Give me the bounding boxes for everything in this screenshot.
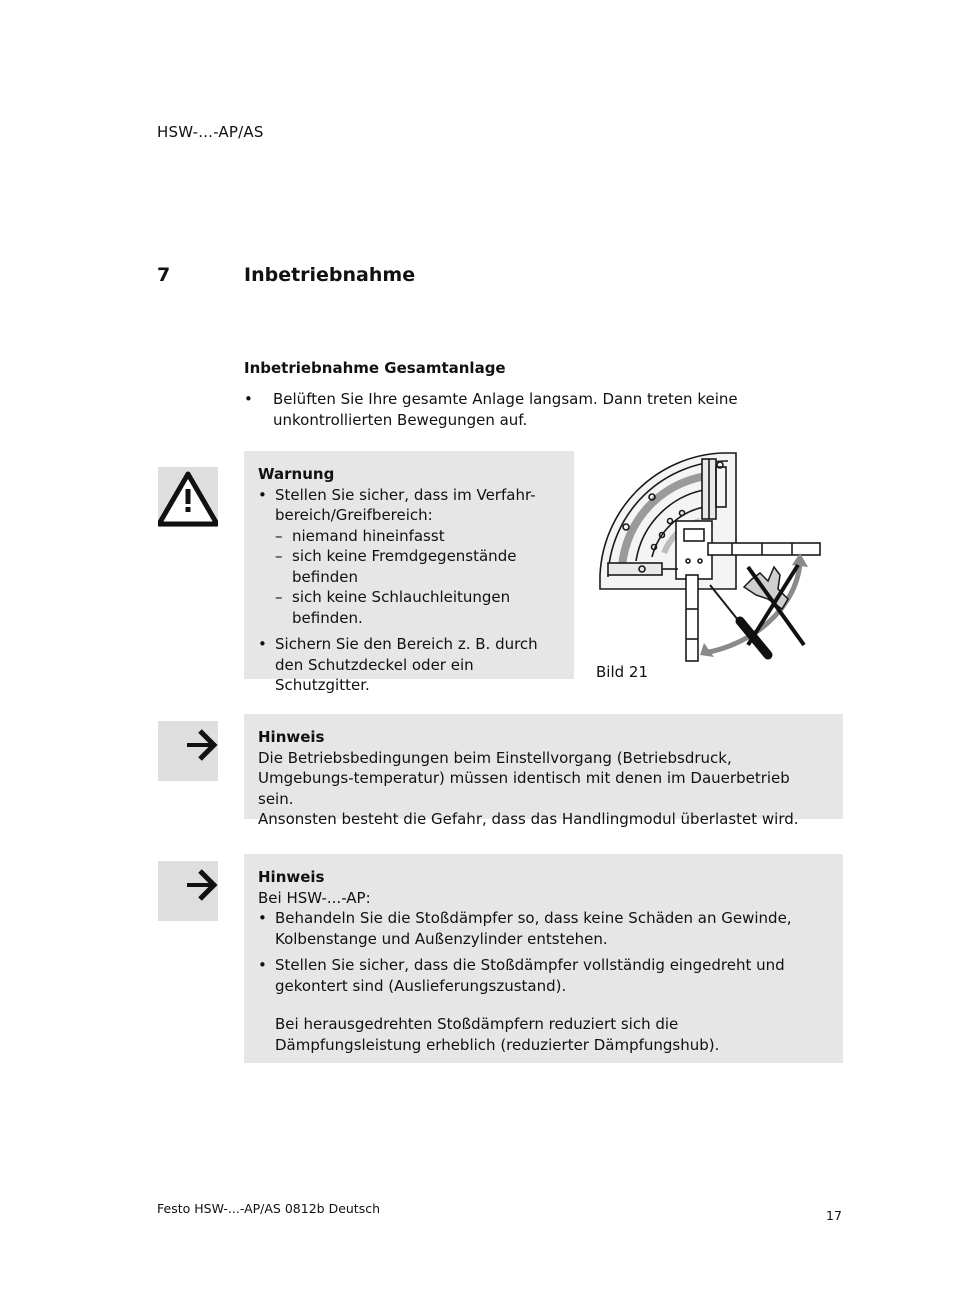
section-title: Inbetriebnahme Gesamtanlage (244, 359, 506, 377)
warning-item-1-line2: bereich/Greifbereich: (275, 506, 433, 524)
warning-subitem-3 (258, 587, 560, 628)
page-number: 17 (826, 1208, 842, 1223)
warning-subitem-3-text: sich keine Schlauchleitungen befinden. (292, 588, 511, 627)
document-header: HSW-...-AP/AS (157, 123, 264, 141)
note1-paragraph-2: Ansonsten besteht die Gefahr, dass das Handlingmodul überlastet wird. (258, 810, 799, 828)
note2-heading: Hinweis (258, 868, 325, 886)
arrow-right-icon (158, 721, 218, 781)
warning-list (258, 485, 560, 696)
warning-item-1 (258, 485, 560, 526)
dash-symbol: – (275, 526, 283, 545)
note1-heading: Hinweis (258, 728, 325, 746)
warning-icon-box (158, 467, 218, 527)
warning-item-2-text: Sichern Sie den Bereich z. B. durch den Schutzdeckel oder ein Schutzgitter. (275, 635, 538, 694)
bullet-symbol: • (258, 956, 267, 974)
warning-triangle-icon (158, 467, 218, 527)
dash-symbol: – (275, 547, 283, 565)
bullet-symbol: • (258, 635, 267, 653)
bullet-symbol: • (258, 485, 267, 504)
warning-box (244, 451, 574, 694)
note1-icon-box (158, 721, 218, 781)
note2-item-2 (258, 955, 829, 1055)
note1-paragraph-1: Die Betriebsbedingungen beim Einstellvorgang (Betriebsdruck, Umgebungs-temperatur) müssen identisch mit denen im Dauerbetrieb sein. (258, 748, 790, 808)
arrow-right-icon (158, 861, 218, 921)
chapter-title: Inbetriebnahme (244, 264, 416, 286)
footer-document-info: Festo HSW-...-AP/AS 0812b Deutsch (157, 1201, 381, 1216)
dash-symbol: – (275, 588, 283, 606)
note2-item-2-extra: Bei herausgedrehten Stoßdämpfern reduziert sich die Dämpfungsleistung erheblich (reduzierter Dämpfungshub). (275, 1015, 720, 1054)
handling-module-figure (592, 449, 826, 665)
chapter-number: 7 (157, 264, 171, 286)
warning-item-1-line1: Stellen Sie sicher, dass im Verfahr- (275, 485, 536, 504)
note2-item-2-text: Stellen Sie sicher, dass die Stoßdämpfer vollständig eingedreht und gekontert sind (Auslieferungszustand). (275, 956, 785, 995)
section-bullet-text: Belüften Sie Ihre gesamte Anlage langsam. Dann treten keine unkontrollierten Bewegungen auf. (273, 390, 738, 429)
note2-list (258, 908, 829, 1055)
warning-subitem-2 (258, 546, 560, 587)
warning-subitem-1-text: niemand hineinfasst (292, 526, 445, 545)
warning-subitem-2-text: sich keine Fremdgegenstände befinden (292, 547, 517, 586)
warning-subitem-1 (258, 526, 560, 547)
note2-box (244, 854, 843, 1063)
note2-item-1 (258, 908, 829, 949)
note2-intro: Bei HSW-...-AP: (258, 888, 371, 907)
bullet-symbol: • (244, 390, 253, 408)
warning-heading: Warnung (258, 465, 335, 483)
note2-item-1-text: Behandeln Sie die Stoßdämpfer so, dass keine Schäden an Gewinde, Kolbenstange und Außenzylinder entstehen. (275, 909, 792, 948)
note2-icon-box (158, 861, 218, 921)
figure-caption: Bild 21 (596, 663, 649, 681)
note1-box (244, 714, 843, 828)
bullet-symbol: • (258, 909, 267, 927)
warning-item-2 (258, 634, 560, 696)
